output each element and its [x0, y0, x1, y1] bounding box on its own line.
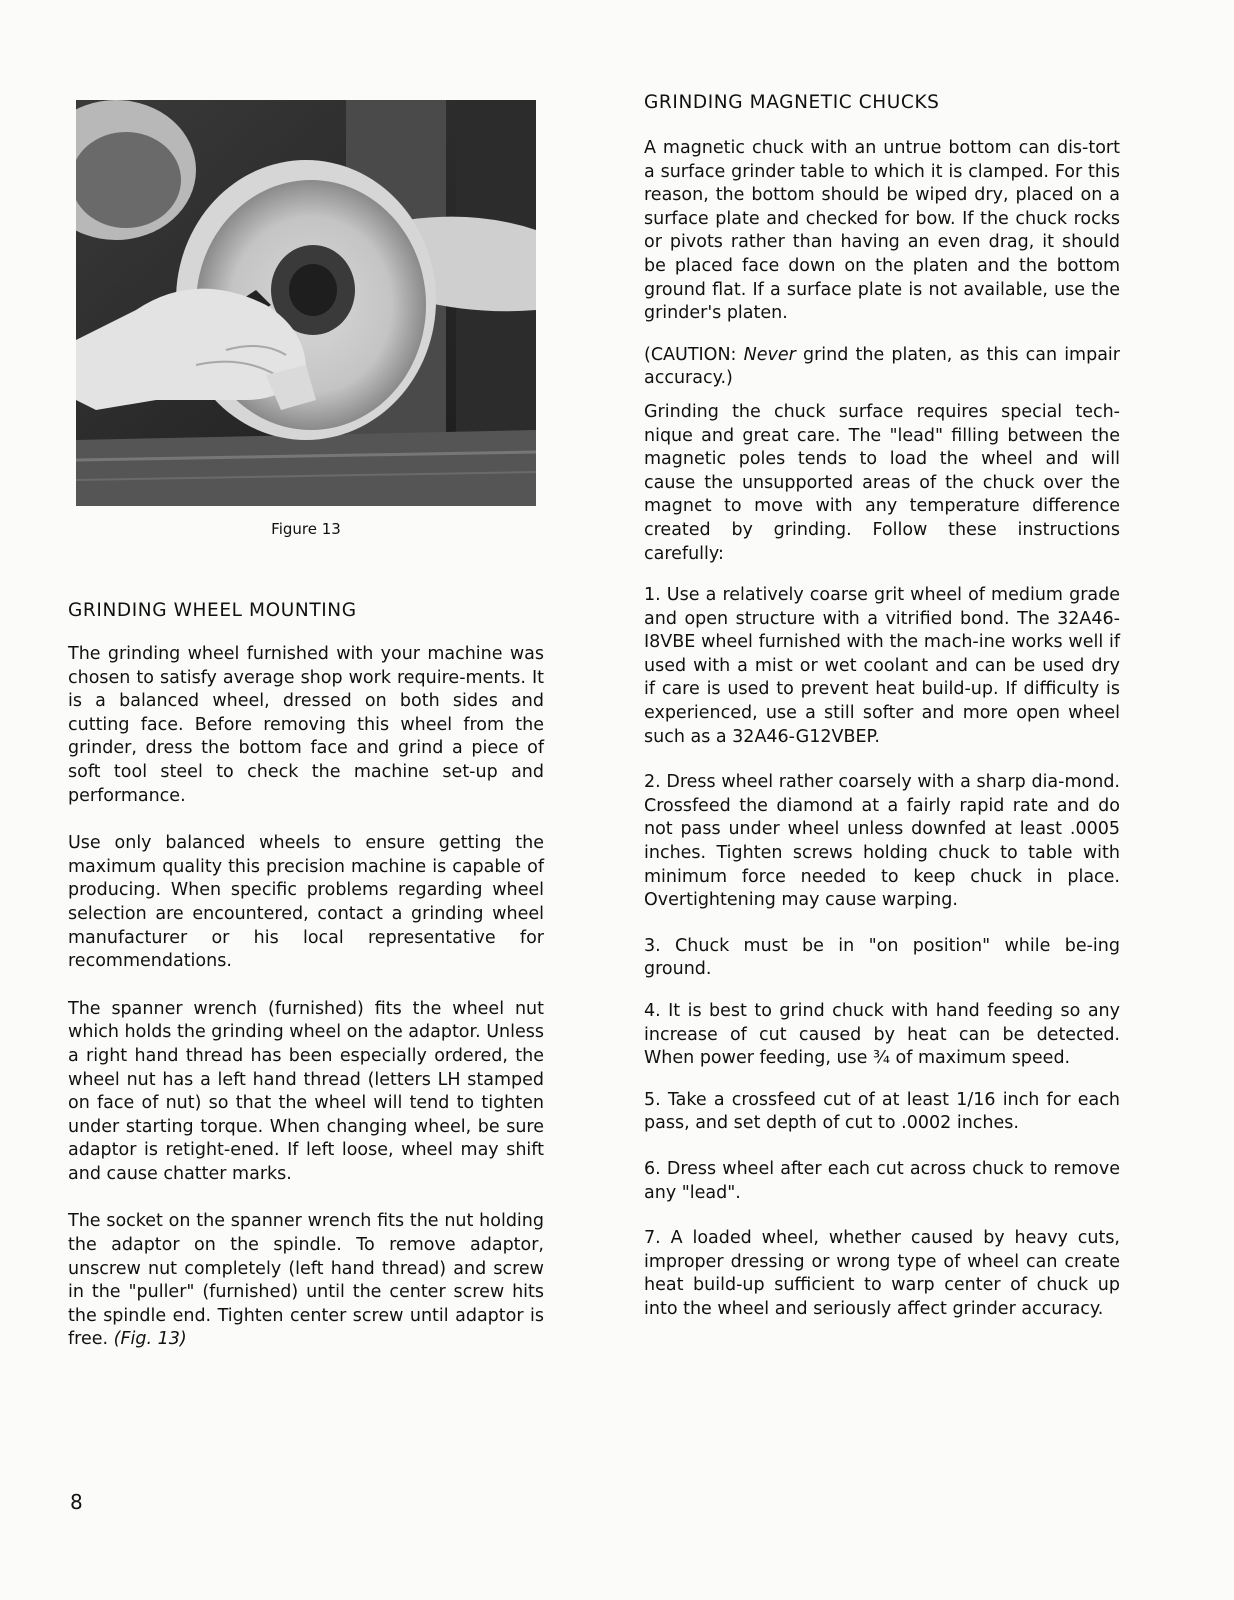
- caution-label: (CAUTION:: [644, 344, 737, 365]
- paragraph: The grinding wheel furnished with your machine was chosen to satisfy average shop work require-ments. It is a balanced wheel, dressed on both sides and cutting face. Before removing this wheel from the grinder, dress the bottom face and grind a piece of soft tool steel to check the machine set-up and performance.: [68, 644, 544, 806]
- figure-caption: Figure 13: [271, 520, 341, 538]
- paragraph: A magnetic chuck with an untrue bottom can dis-tort a surface grinder table to which it is clamped. For this reason, the bottom should be wiped dry, placed on a surface plate and checked for bow. If the chuck rocks or pivots rather than having an even drag, it should be placed face down on the platen and the bottom ground flat. If a surface plate is not available, use the grinder's platen.: [644, 138, 1120, 324]
- caution-text: grind the platen, as this can impair accuracy.): [644, 344, 1120, 389]
- figure-13-photo: [76, 100, 536, 506]
- paragraph: The spanner wrench (furnished) fits the wheel nut which holds the grinding wheel on the adaptor. Unless a right hand thread has been especially ordered, the wheel nut has a left hand thread (letters LH stamped on face of nut) so that the wheel will tend to tighten under starting torque. When changing wheel, be sure adaptor is retight-ened. If left loose, wheel may shift and cause chatter marks.: [68, 998, 544, 1184]
- section-heading-magnetic-chucks: GRINDING MAGNETIC CHUCKS: [644, 92, 940, 113]
- left-column: [68, 100, 544, 1376]
- caution-emphasis: Never: [743, 344, 796, 365]
- paragraph: Grinding the chuck surface requires special tech-nique and great care. The "lead" filling between the magnetic poles tends to load the wheel and will cause the unsupported areas of the chuck over the magnet to move with any temperature difference created by grinding. Follow these instructions carefully:: [644, 401, 1120, 564]
- caution-note: [644, 344, 1120, 391]
- page-number: 8: [70, 1490, 83, 1514]
- section-heading-wheel-mounting: GRINDING WHEEL MOUNTING: [68, 600, 357, 621]
- paragraph: Use only balanced wheels to ensure getting the maximum quality this precision machine is capable of producing. When specific problems regarding wheel selection are encountered, contact a grinding wheel manufacturer or his local representative for recommendations.: [68, 833, 544, 972]
- list-item: 3. Chuck must be in "on position" while be-ing ground.: [644, 935, 1120, 980]
- list-item: 6. Dress wheel after each cut across chuck to remove any "lead".: [644, 1158, 1120, 1203]
- paragraph-text: The socket on the spanner wrench fits the nut holding the adaptor on the spindle. To remove adaptor, unscrew nut completely (left hand thread) and screw in the "puller" (furnished) until the center screw hits the spindle end. Tighten center screw until adaptor is free.: [68, 1211, 544, 1350]
- list-item: 1. Use a relatively coarse grit wheel of medium grade and open structure with a vitrified bond. The 32A46-I8VBE wheel furnished with the mach-ine works well if used with a mist or wet coolant and can be used dry if care is used to prevent heat build-up. If difficulty is experienced, use a still softer and more open wheel such as a 32A46-G12VBEP.: [644, 585, 1120, 747]
- right-column: [644, 92, 1120, 1340]
- list-item: 2. Dress wheel rather coarsely with a sharp dia-mond. Crossfeed the diamond at a fairly rapid rate and do not pass under wheel unless downfed at least .0005 inches. Tighten screws holding chuck to table with minimum force needed to keep chuck in place. Overtightening may cause warping.: [644, 772, 1120, 911]
- list-item: 5. Take a crossfeed cut of at least 1/16 inch for each pass, and set depth of cut to .0002 inches.: [644, 1089, 1120, 1134]
- list-item: 4. It is best to grind chuck with hand feeding so any increase of cut caused by heat can be detected. When power feeding, use ¾ of maximum speed.: [644, 1001, 1120, 1069]
- paragraph: [68, 1210, 544, 1352]
- figure-reference: (Fig. 13): [113, 1329, 187, 1350]
- list-item: 7. A loaded wheel, whether caused by heavy cuts, improper dressing or wrong type of wheel can create heat build-up sufficient to warp center of chuck up into the wheel and seriously affect grinder accuracy.: [644, 1228, 1120, 1319]
- grinding-wheel-photo-image: [76, 100, 536, 506]
